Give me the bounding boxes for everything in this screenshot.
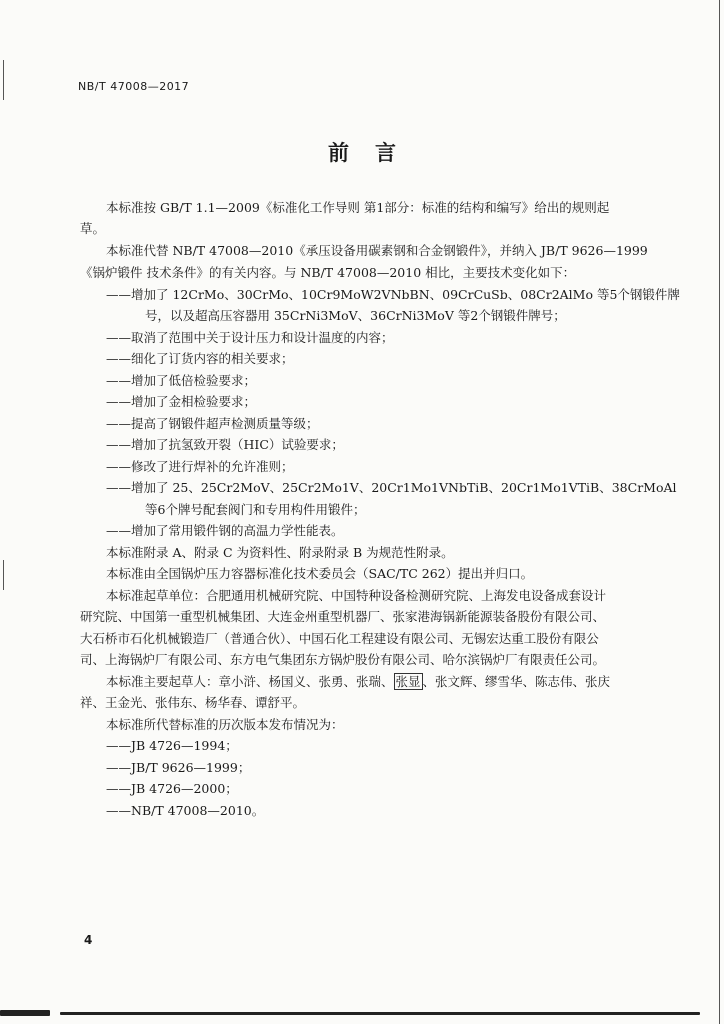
scan-edge-right <box>719 0 720 1024</box>
paragraph-line: 本标准附录 A、附录 C 为资料性、附录附录 B 为规范性附录。 <box>106 545 454 560</box>
paragraph-line: 本标准起草单位：合肥通用机械研究院、中国特种设备检测研究院、上海发电设备成套设计 <box>106 588 607 603</box>
change-item: ——增加了抗氢致开裂（HIC）试验要求； <box>106 437 344 452</box>
change-item: ——细化了订货内容的相关要求； <box>106 351 294 366</box>
change-item: ——增加了低倍检验要求； <box>106 373 257 388</box>
change-item-continuation: 等6个牌号配套阀门和专用构件用锻件； <box>145 502 366 517</box>
standard-code-header: NB/T 47008—2017 <box>78 80 190 93</box>
scan-edge-left <box>3 560 4 590</box>
drafters-line <box>106 674 610 690</box>
change-item: ——提高了钢锻件超声检测质量等级； <box>106 416 319 431</box>
scan-mark <box>60 1012 700 1015</box>
change-item: ——增加了 25、25Cr2MoV、25Cr2Mo1V、20Cr1Mo1VNbTiB、20Cr1Mo1VTiB、38CrMoAl <box>106 480 677 495</box>
paragraph-line: 本标准由全国锅炉压力容器标准化技术委员会（SAC/TC 262）提出并归口。 <box>106 566 534 581</box>
change-item-continuation: 号，以及超高压容器用 35CrNi3MoV、36CrNi3MoV 等2个钢锻件牌号； <box>145 308 566 323</box>
paragraph-line: 祥、王金光、张伟东、杨华春、谭舒平。 <box>80 695 306 710</box>
history-item: ——JB 4726—2000； <box>106 781 238 796</box>
history-item: ——NB/T 47008—2010。 <box>106 803 265 818</box>
boxed-name: 张显 <box>395 674 421 689</box>
paragraph-line: 研究院、中国第一重型机械集团、大连金州重型机器厂、张家港海锅新能源装备股份有限公司、 <box>80 609 606 624</box>
history-item: ——JB 4726—1994； <box>106 738 238 753</box>
page-title: 前言 <box>328 140 422 165</box>
page-number: 4 <box>84 933 93 947</box>
paragraph-line: 司、上海锅炉厂有限公司、东方电气集团东方锅炉股份有限公司、哈尔滨锅炉厂有限责任公司。 <box>80 652 606 667</box>
change-item: ——修改了进行焊补的允许准则； <box>106 459 294 474</box>
change-item: ——增加了常用锻件钢的高温力学性能表。 <box>106 523 344 538</box>
drafters-text: 、张文辉、缪雪华、陈志伟、张庆 <box>422 674 611 689</box>
drafters-text: 本标准主要起草人：章小浒、杨国义、张勇、张瑞、 <box>106 674 394 689</box>
paragraph-line: 本标准代替 NB/T 47008—2010《承压设备用碳素钢和合金钢锻件》，并纳入 JB/T 9626—1999 <box>106 243 648 258</box>
change-item: ——取消了范围中关于设计压力和设计温度的内容； <box>106 330 394 345</box>
paragraph-line: 《锅炉锻件 技术条件》的有关内容。与 NB/T 47008—2010 相比，主要技术变化如下： <box>80 265 576 280</box>
scan-mark <box>0 1010 50 1016</box>
change-item: ——增加了 12CrMo、30CrMo、10Cr9MoW2VNbBN、09CrCuSb、08Cr2AlMo 等5个钢锻件牌 <box>106 287 680 302</box>
paragraph-line: 本标准按 GB/T 1.1—2009《标准化工作导则 第1部分：标准的结构和编写》给出的规则起 <box>106 200 610 215</box>
scan-edge-left <box>3 60 4 100</box>
paragraph-line: 草。 <box>80 221 106 236</box>
change-item: ——增加了金相检验要求； <box>106 394 257 409</box>
paragraph-line: 大石桥市石化机械锻造厂（普通合伙）、中国石化工程建设有限公司、无锡宏达重工股份有限公 <box>80 631 599 646</box>
history-item: ——JB/T 9626—1999； <box>106 760 251 775</box>
paragraph-line: 本标准所代替标准的历次版本发布情况为： <box>106 717 344 732</box>
